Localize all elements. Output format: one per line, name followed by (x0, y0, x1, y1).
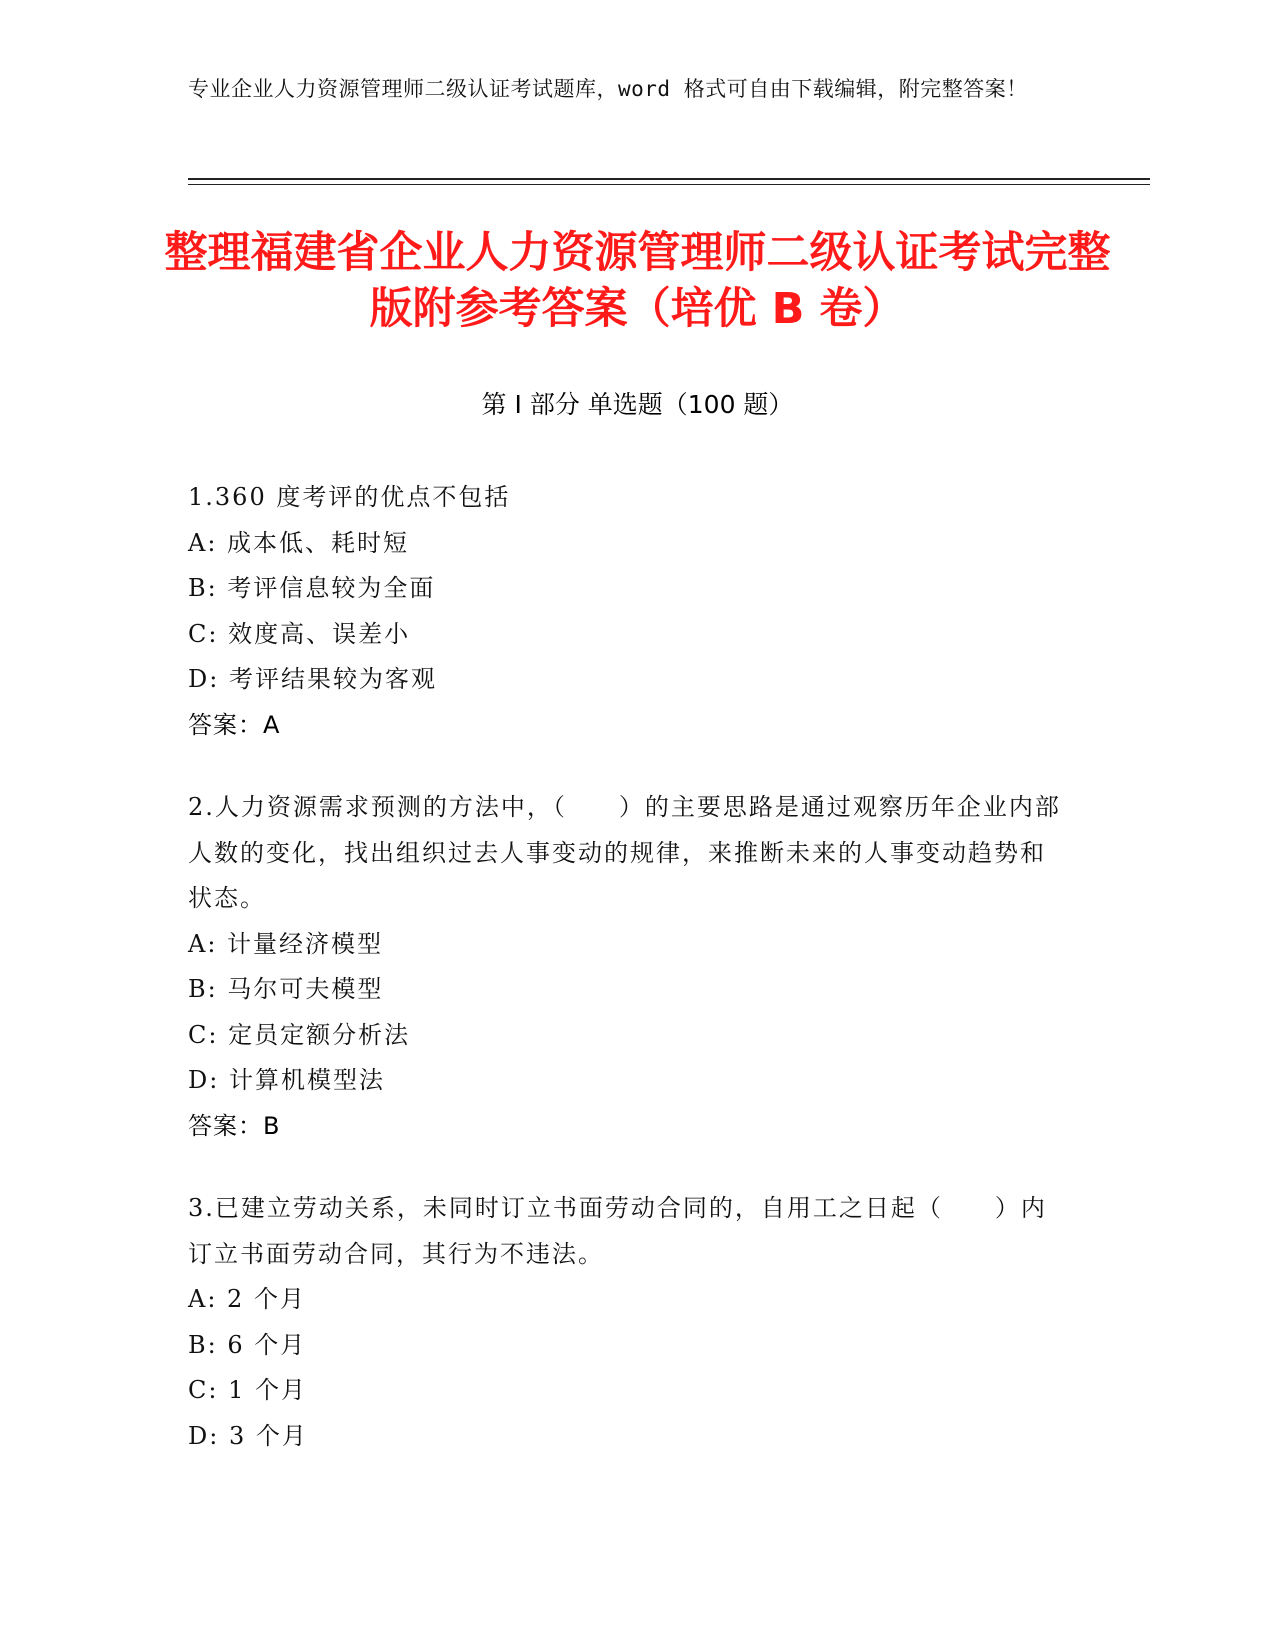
option-d: D: 考评结果较为客观 (188, 665, 437, 693)
option-c: C: 定员定额分析法 (188, 1020, 411, 1049)
option-b: B: 考评信息较为全面 (188, 574, 436, 602)
option-a: A: 2 个月 (188, 1285, 306, 1313)
option-b: B: 6 个月 (188, 1330, 307, 1359)
option-a: A: 计量经济模型 (188, 929, 384, 958)
option-d: D: 计算机模型法 (188, 1066, 385, 1094)
header-note: 专业企业人力资源管理师二级认证考试题库，word 格式可自由下载编辑，附完整答案！ (188, 77, 1028, 101)
question-1 (188, 475, 1068, 748)
section-heading: 第 I 部分 单选题（100 题） (481, 390, 794, 419)
answer: 答案：A (188, 710, 281, 739)
document-title: 整理福建省企业人力资源管理师二级认证考试完整版附参考答案（培优 B 卷） (164, 228, 1111, 334)
option-c: C: 效度高、误差小 (188, 619, 411, 648)
question-3 (188, 1186, 1068, 1459)
option-c: C: 1 个月 (188, 1376, 307, 1404)
question-list (188, 475, 1068, 1496)
header-divider-thick (188, 178, 1150, 180)
question-stem: 2.人力资源需求预测的方法中，（ ）的主要思路是通过观察历年企业内部人数的变化，找出组织过去人事变动的规律，来推断未来的人事变动趋势和状态。 (188, 793, 1061, 912)
option-a: A: 成本低、耗时短 (188, 528, 410, 557)
option-b: B: 马尔可夫模型 (188, 975, 384, 1003)
option-d: D: 3 个月 (188, 1421, 308, 1450)
question-stem: 3.已建立劳动关系，未同时订立书面劳动合同的，自用工之日起（ ）内订立书面劳动合同，其行为不违法。 (188, 1194, 1047, 1268)
header-divider-thin (188, 184, 1150, 185)
question-stem: 1.360 度考评的优点不包括 (188, 483, 511, 511)
answer: 答案：B (188, 1111, 281, 1140)
question-2 (188, 785, 1068, 1149)
